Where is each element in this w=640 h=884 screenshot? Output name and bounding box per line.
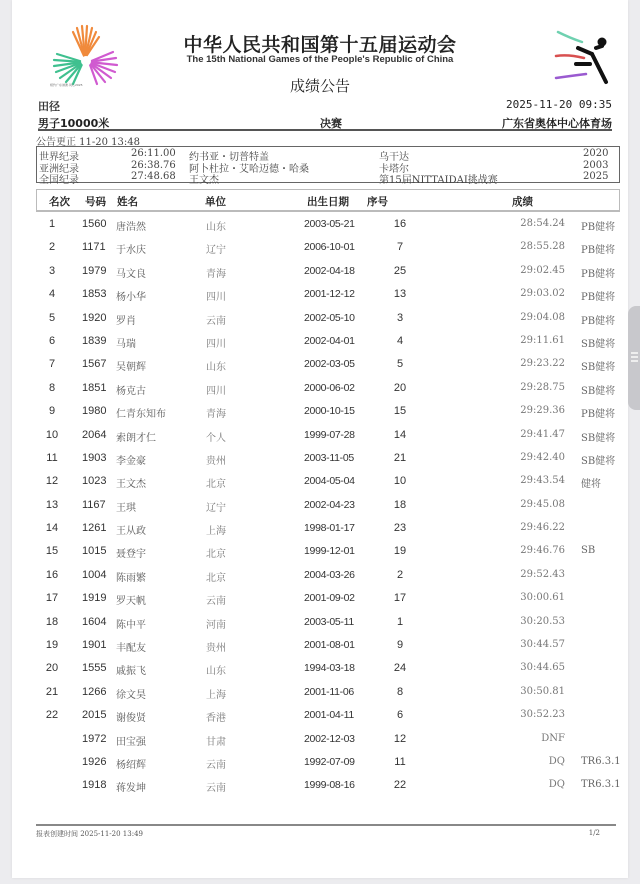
order-cell: 20: [393, 381, 407, 394]
record-holder: 阿卜杜拉・艾哈迈德・哈桑: [189, 163, 309, 175]
table-row: [36, 633, 620, 656]
team-cell: 辽宁: [206, 502, 226, 514]
result-time: 29:28.75: [520, 381, 565, 393]
order-cell: 16: [393, 218, 407, 230]
team-cell: 山东: [206, 362, 226, 374]
athlete-name: 唐浩然: [116, 222, 146, 233]
record-holder: 王文杰: [189, 175, 219, 186]
result-time: 29:45.08: [520, 498, 565, 510]
event-round: 决赛: [320, 117, 342, 130]
bib-cell: 1171: [82, 241, 106, 254]
table-row: [36, 516, 620, 539]
table-row: [36, 656, 620, 679]
order-cell: 15: [393, 405, 407, 418]
birth-date: 2003-05-11: [304, 615, 354, 628]
bib-cell: 1918: [82, 779, 107, 792]
birth-date: 2002-04-23: [304, 498, 355, 511]
athlete-name: 聂登宇: [116, 549, 146, 561]
team-cell: 贵州: [206, 643, 226, 655]
record-holder: 约书亚・切普特盖: [189, 152, 269, 163]
table-row: [36, 446, 620, 469]
bib-cell: 1901: [82, 639, 107, 652]
record-type: 亚洲纪录: [39, 163, 79, 175]
result-note: TR6.3.1: [581, 779, 621, 791]
table-row: [36, 352, 620, 375]
order-cell: 6: [396, 709, 404, 722]
birth-date: 1999-12-01: [304, 545, 355, 558]
result-time: 29:52.43: [520, 568, 565, 580]
athlete-name: 陈中平: [116, 619, 146, 631]
rank-cell: 15: [45, 545, 59, 558]
birth-date: 2001-11-06: [304, 685, 354, 698]
birth-date: 1994-03-18: [304, 662, 355, 675]
rank-cell: 2: [48, 241, 56, 254]
table-row: [36, 773, 620, 796]
bib-cell: 1972: [82, 732, 107, 745]
table-row: [36, 235, 620, 258]
rank-cell: 17: [45, 592, 59, 605]
bib-cell: 1261: [82, 522, 107, 535]
order-cell: 3: [396, 311, 404, 324]
athlete-name: 罗肖: [116, 315, 136, 327]
rank-cell: 9: [48, 405, 56, 418]
order-cell: 19: [393, 545, 407, 558]
birth-date: 2006-10-01: [304, 241, 355, 254]
athlete-name: 马文良: [116, 268, 146, 280]
header-rank: 名次: [49, 196, 70, 208]
grip-line: [631, 352, 638, 354]
team-cell: 云南: [206, 759, 226, 771]
footer-divider: [36, 824, 616, 826]
record-time: 27:48.68: [131, 171, 176, 182]
result-time: DNF: [541, 732, 565, 744]
athlete-name: 于水庆: [116, 245, 146, 257]
birth-date: 2002-12-03: [304, 732, 355, 745]
page-number: 1/2: [588, 829, 600, 837]
order-cell: 21: [393, 451, 407, 464]
bib-cell: 1266: [82, 685, 107, 698]
team-cell: 香港: [206, 713, 226, 725]
result-time: 29:41.47: [520, 428, 565, 440]
team-cell: 青海: [206, 409, 226, 421]
rank-cell: 14: [45, 522, 59, 535]
birth-date: 2000-06-02: [304, 381, 355, 394]
record-type: 全国纪录: [39, 175, 79, 186]
table-row: [36, 493, 620, 516]
athlete-name: 王琪: [116, 502, 136, 514]
table-row: [36, 586, 620, 609]
event-info-row: [38, 114, 612, 131]
athlete-name: 杨克古: [116, 385, 146, 397]
birth-date: 2002-05-10: [304, 311, 355, 324]
table-row: [36, 259, 620, 282]
record-type: 世界纪录: [39, 152, 79, 163]
order-cell: 25: [393, 264, 407, 277]
result-time: 29:29.36: [520, 405, 565, 417]
result-note: SB健将: [581, 362, 616, 374]
team-cell: 贵州: [206, 455, 226, 467]
team-cell: 甘肃: [206, 736, 226, 748]
result-note: SB健将: [581, 432, 616, 444]
report-created-time: 报表创建时间 2025-11-20 13:49: [36, 830, 143, 838]
athletics-pictogram-icon: [552, 26, 612, 88]
event-name: 男子10000米: [38, 117, 110, 130]
record-row-asian: [37, 159, 619, 175]
table-row: [36, 376, 620, 399]
bib-cell: 1979: [82, 264, 107, 277]
birth-date: 2004-05-04: [304, 475, 355, 488]
athlete-name: 罗天帆: [116, 596, 146, 608]
bib-cell: 1015: [82, 545, 107, 558]
table-row: [36, 539, 620, 562]
bib-cell: 1980: [82, 405, 107, 418]
birth-date: 2001-04-11: [304, 709, 354, 722]
athlete-name: 马瑞: [116, 338, 136, 350]
announcement-datetime: 2025-11-20 09:35: [506, 98, 612, 111]
athlete-name: 杨绍辉: [116, 759, 146, 771]
birth-date: 1992-07-09: [304, 755, 355, 768]
bib-cell: 1604: [82, 615, 107, 628]
result-note: SB健将: [581, 455, 616, 467]
header-lane: 序号: [367, 196, 388, 208]
result-time: 29:23.22: [520, 358, 565, 370]
sport-label: 田径: [38, 100, 60, 113]
athlete-name: 陈雨繁: [116, 572, 146, 584]
athlete-name: 杨小华: [116, 292, 146, 304]
record-place: 第15届NITTAIDAI挑战赛: [379, 175, 498, 186]
order-cell: 1: [396, 615, 404, 628]
team-cell: 山东: [206, 222, 226, 233]
athlete-name: 吴朝辉: [116, 362, 146, 374]
team-cell: 四川: [206, 338, 226, 350]
table-row: [36, 610, 620, 633]
birth-date: 2002-04-01: [304, 334, 355, 347]
order-cell: 14: [393, 428, 407, 441]
team-cell: 云南: [206, 783, 226, 795]
result-time: 29:02.45: [520, 264, 565, 276]
order-cell: 23: [393, 522, 407, 535]
rank-cell: 21: [45, 685, 59, 698]
team-cell: 河南: [206, 619, 226, 631]
team-cell: 上海: [206, 526, 226, 538]
results-page: [12, 0, 628, 878]
result-note: SB健将: [581, 338, 616, 350]
team-cell: 山东: [206, 666, 226, 678]
record-row-national: [37, 171, 619, 186]
team-cell: 四川: [206, 292, 226, 304]
order-cell: 17: [393, 592, 407, 605]
birth-date: 1998-01-17: [304, 522, 355, 535]
athlete-name: 田宝强: [116, 736, 146, 748]
table-row: [36, 750, 620, 773]
results-table-body: [36, 212, 620, 797]
athlete-name: 谢俊贤: [116, 713, 146, 725]
athlete-name: 丰配友: [116, 643, 146, 655]
order-cell: 5: [396, 358, 404, 371]
rank-cell: 10: [45, 428, 59, 441]
rank-cell: 20: [45, 662, 59, 675]
athlete-name: 仁青东知布: [116, 409, 166, 421]
team-cell: 北京: [206, 549, 226, 561]
result-note: SB: [581, 545, 596, 557]
rank-cell: 11: [46, 451, 58, 464]
header-result: 成绩: [512, 196, 533, 208]
bib-cell: 1555: [82, 662, 107, 675]
birth-date: 1999-08-16: [304, 779, 355, 792]
order-cell: 2: [396, 568, 404, 581]
header-bib: 号码: [85, 196, 106, 208]
birth-date: 2004-03-26: [304, 568, 355, 581]
order-cell: 9: [396, 639, 404, 652]
team-cell: 四川: [206, 385, 226, 397]
order-cell: 13: [393, 288, 407, 301]
team-cell: 个人: [206, 432, 226, 444]
bib-cell: 1167: [82, 498, 106, 511]
bib-cell: 1920: [82, 311, 107, 324]
table-row: [36, 703, 620, 726]
result-time: DQ: [548, 755, 565, 767]
order-cell: 10: [393, 475, 407, 488]
bib-cell: 2064: [82, 428, 107, 441]
birth-date: 2001-09-02: [304, 592, 355, 605]
bib-cell: 1023: [82, 475, 107, 488]
result-time: 29:46.76: [520, 545, 565, 557]
bib-cell: 1903: [82, 451, 107, 464]
order-cell: 4: [396, 334, 404, 347]
result-time: 30:44.57: [520, 639, 565, 651]
result-note: PB健将: [581, 245, 616, 257]
table-row: [36, 329, 620, 352]
birth-date: 2001-08-01: [304, 639, 355, 652]
correction-notice: 公告更正 11-20 13:48: [36, 137, 141, 148]
record-year: 2025: [583, 171, 609, 182]
rank-cell: 3: [48, 264, 56, 277]
result-time: 30:52.23: [520, 709, 565, 721]
table-row: [36, 469, 620, 492]
result-time: 29:46.22: [520, 522, 565, 534]
table-row: [36, 306, 620, 329]
birth-date: 1999-07-28: [304, 428, 355, 441]
team-cell: 北京: [206, 572, 226, 584]
birth-date: 2002-03-05: [304, 358, 355, 371]
rank-cell: 16: [45, 568, 59, 581]
table-row: [36, 727, 620, 750]
records-box: [36, 146, 620, 186]
result-note: 健将: [581, 479, 601, 491]
birth-date: 2003-05-21: [304, 218, 355, 230]
table-row: [36, 680, 620, 703]
order-cell: 11: [394, 755, 406, 768]
order-cell: 7: [396, 241, 404, 254]
rank-cell: 5: [48, 311, 56, 324]
result-time: 30:20.53: [520, 615, 565, 627]
rank-cell: 22: [45, 709, 59, 722]
bib-cell: 1560: [82, 218, 107, 230]
bib-cell: 1567: [82, 358, 107, 371]
grip-line: [631, 356, 638, 358]
team-cell: 青海: [206, 268, 226, 280]
result-note: PB健将: [581, 222, 616, 233]
grip-line: [631, 360, 638, 362]
team-cell: 云南: [206, 315, 226, 327]
result-note: TR6.3.1: [581, 755, 621, 767]
result-time: 29:42.40: [520, 451, 565, 463]
result-note: PB健将: [581, 268, 616, 280]
bib-cell: 1853: [82, 288, 107, 301]
record-time: 26:11.00: [131, 148, 176, 159]
emblem-caption: 相约广东港澳·同心2025: [50, 83, 83, 87]
table-row: [36, 212, 620, 235]
order-cell: 12: [393, 732, 407, 745]
team-cell: 云南: [206, 596, 226, 608]
result-note: SB健将: [581, 385, 616, 397]
rank-cell: 18: [45, 615, 59, 628]
bib-cell: 1851: [82, 381, 107, 394]
team-cell: 北京: [206, 479, 226, 491]
header-dob: 出生日期: [307, 196, 349, 208]
table-row: [36, 423, 620, 446]
result-time: 29:43.54: [520, 475, 565, 487]
athlete-name: 王从政: [116, 526, 146, 538]
result-time: 29:04.08: [520, 311, 565, 323]
team-cell: 辽宁: [206, 245, 226, 257]
result-time: 29:03.02: [520, 288, 565, 300]
result-time: 30:50.81: [520, 685, 565, 697]
table-row: [36, 563, 620, 586]
bib-cell: 2015: [82, 709, 107, 722]
birth-date: 2000-10-15: [304, 405, 355, 418]
order-cell: 24: [393, 662, 407, 675]
birth-date: 2002-04-18: [304, 264, 355, 277]
results-table-header: [36, 189, 620, 212]
rank-cell: 1: [48, 218, 56, 230]
table-row: [36, 282, 620, 305]
rank-cell: 6: [48, 334, 56, 347]
doc-title: 成绩公告: [289, 77, 350, 95]
scroll-handle[interactable]: [628, 306, 640, 410]
result-time: 30:44.65: [520, 662, 565, 674]
athlete-name: 王文杰: [116, 479, 146, 491]
order-cell: 8: [396, 685, 404, 698]
order-cell: 22: [393, 779, 407, 792]
athlete-name: 徐文昊: [116, 689, 146, 701]
games-title-en: The 15th National Games of the People's Republic of China: [186, 54, 454, 65]
rank-cell: 4: [48, 288, 56, 301]
header-unit: 单位: [205, 196, 226, 208]
bib-cell: 1919: [82, 592, 107, 605]
order-cell: 18: [393, 498, 407, 511]
result-time: DQ: [548, 779, 565, 791]
rank-cell: 19: [45, 639, 59, 652]
athlete-name: 李金豪: [116, 455, 146, 467]
result-note: PB健将: [581, 315, 616, 327]
rank-cell: 13: [45, 498, 59, 511]
games-title-cn: 中华人民共和国第十五届运动会: [183, 34, 457, 56]
rank-cell: 7: [48, 358, 56, 371]
rank-cell: 8: [48, 381, 56, 394]
result-note: PB健将: [581, 292, 616, 304]
result-time: 28:54.24: [520, 218, 565, 229]
bib-cell: 1839: [82, 334, 107, 347]
birth-date: 2001-12-12: [304, 288, 355, 301]
birth-date: 2003-11-05: [304, 451, 354, 464]
result-time: 30:00.61: [520, 592, 565, 604]
athlete-name: 戚振飞: [116, 666, 146, 678]
record-place: 卡塔尔: [379, 163, 409, 175]
record-row-world: [37, 148, 619, 163]
athlete-name: 索朗才仁: [116, 432, 156, 444]
bib-cell: 1004: [82, 568, 107, 581]
bib-cell: 1926: [82, 755, 107, 768]
header-name: 姓名: [117, 196, 138, 208]
record-year: 2003: [583, 159, 609, 171]
athlete-name: 蒋发坤: [116, 783, 146, 795]
result-time: 28:55.28: [520, 241, 565, 253]
table-row: [36, 399, 620, 422]
rank-cell: 12: [45, 475, 59, 488]
record-place: 乌干达: [379, 152, 409, 163]
result-time: 29:11.61: [520, 334, 565, 346]
team-cell: 上海: [206, 689, 226, 701]
record-time: 26:38.76: [131, 159, 176, 171]
result-note: PB健将: [581, 409, 616, 421]
event-venue: 广东省奥体中心体育场: [502, 117, 612, 130]
record-year: 2020: [583, 148, 609, 159]
